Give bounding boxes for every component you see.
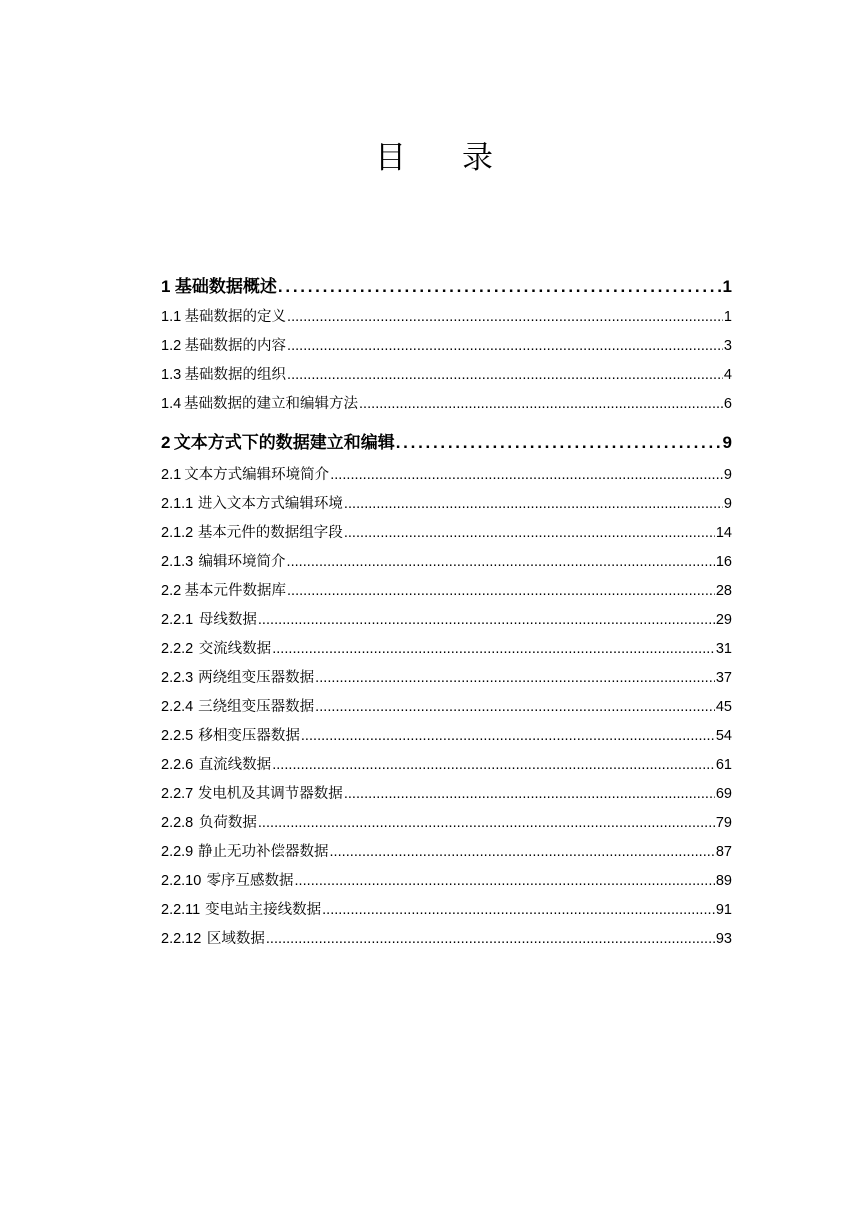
toc-entry-page: 16: [715, 554, 732, 570]
toc-entry-title: 编辑环境简介: [198, 554, 286, 570]
toc-entry[interactable]: [161, 838, 732, 867]
toc-leader-dots: [258, 809, 715, 838]
toc-entry[interactable]: [161, 519, 732, 548]
toc-entry-title: 三绕组变压器数据: [198, 699, 315, 715]
toc-entry-title: 发电机及其调节器数据: [197, 786, 343, 802]
toc-entry-title: 基础数据的建立和编辑方法: [183, 396, 358, 412]
toc-entry[interactable]: [161, 332, 732, 361]
toc-entry-number: 2.1.3: [161, 554, 194, 570]
toc-entry-number: 2.2.4: [161, 699, 194, 715]
toc-entry[interactable]: [161, 635, 732, 664]
toc-entry-title: 直流线数据: [198, 757, 272, 773]
toc-entry-number: 2.2.8: [161, 815, 194, 831]
toc-entry-title: 文本方式下的数据建立和编辑: [173, 433, 395, 453]
toc-entry-title: 两绕组变压器数据: [198, 670, 315, 686]
toc-leader-dots: [359, 390, 723, 419]
toc-entry-number: 2.2.2: [161, 641, 194, 657]
toc-leader-dots: [287, 303, 723, 332]
toc-entry-page: 9: [723, 496, 732, 512]
toc-entry-page: 1: [722, 277, 732, 296]
toc-entry-page: 31: [715, 641, 732, 657]
toc-entry-title: 区域数据: [206, 931, 265, 947]
toc-leader-dots: [287, 548, 715, 577]
toc-entry-page: 29: [715, 612, 732, 628]
toc-entry-title: 变电站主接线数据: [205, 902, 322, 918]
toc-entry-title: 负荷数据: [198, 815, 257, 831]
toc-entry-page: 54: [715, 728, 732, 744]
toc-leader-dots: [287, 332, 723, 361]
table-of-contents: [161, 270, 732, 954]
toc-leader-dots: [295, 867, 715, 896]
toc-entry[interactable]: [161, 809, 732, 838]
toc-entry-number: 2.2.12: [161, 931, 202, 947]
toc-entry[interactable]: [161, 390, 732, 419]
toc-entry[interactable]: [161, 361, 732, 390]
toc-entry-page: 4: [723, 367, 732, 383]
toc-leader-dots: [287, 577, 715, 606]
toc-entry-number: 2.2.11: [161, 902, 201, 918]
toc-entry[interactable]: [161, 577, 732, 606]
toc-entry-title: 基础数据的内容: [184, 338, 287, 354]
toc-entry-number: 2.1.2: [161, 525, 194, 541]
toc-entry-title: 母线数据: [198, 612, 257, 628]
toc-entry[interactable]: [161, 722, 732, 751]
toc-entry-page: 45: [715, 699, 732, 715]
toc-entry-title: 移相变压器数据: [198, 728, 300, 744]
toc-entry-number: 2.2.5: [161, 728, 194, 744]
toc-entry[interactable]: [161, 780, 732, 809]
toc-entry-page: 69: [715, 786, 732, 802]
toc-entry-page: 79: [715, 815, 732, 831]
toc-entry-page: 87: [715, 844, 732, 860]
toc-leader-dots: [258, 606, 715, 635]
toc-entry-number: 2.2.10: [161, 873, 202, 889]
toc-entry[interactable]: [161, 925, 732, 954]
toc-entry[interactable]: [161, 548, 732, 577]
toc-leader-dots: [396, 425, 722, 461]
title-char-2: 录: [462, 140, 493, 176]
toc-entry-page: 91: [715, 902, 732, 918]
page-title: [0, 132, 868, 177]
toc-entry-number: 2.2: [161, 583, 182, 599]
toc-entry-title: 基本元件数据库: [184, 583, 286, 599]
toc-entry-page: 37: [715, 670, 732, 686]
toc-entry[interactable]: [161, 693, 732, 722]
toc-entry-page: 9: [723, 467, 732, 483]
toc-entry-title: 文本方式编辑环境简介: [184, 467, 330, 483]
toc-entry-number: 2: [161, 433, 171, 452]
toc-entry-number: 1: [161, 277, 171, 296]
toc-entry-number: 1.1: [161, 309, 182, 325]
toc-entry-number: 2.2.9: [161, 844, 194, 860]
toc-entry[interactable]: [161, 303, 732, 332]
toc-entry[interactable]: [161, 490, 732, 519]
title-char-1: 目: [375, 140, 406, 176]
toc-leader-dots: [330, 461, 723, 490]
toc-leader-dots: [344, 780, 715, 809]
toc-leader-dots: [278, 270, 722, 303]
toc-entry[interactable]: [161, 664, 732, 693]
toc-entry-number: 2.2.6: [161, 757, 194, 773]
toc-entry-page: 9: [722, 433, 732, 452]
toc-entry-page: 3: [723, 338, 732, 354]
toc-entry-page: 28: [715, 583, 732, 599]
toc-leader-dots: [266, 925, 715, 954]
toc-leader-dots: [272, 751, 715, 780]
toc-entry-page: 89: [715, 873, 732, 889]
toc-entry-number: 2.2.1: [161, 612, 194, 628]
toc-entry[interactable]: [161, 425, 732, 461]
toc-entry[interactable]: [161, 270, 732, 303]
toc-entry-title: 基础数据概述: [174, 277, 277, 297]
toc-entry-page: 93: [715, 931, 732, 947]
toc-entry-title: 基础数据的定义: [184, 309, 287, 325]
toc-entry-title: 静止无功补偿器数据: [197, 844, 329, 860]
toc-entry[interactable]: [161, 896, 732, 925]
toc-leader-dots: [344, 519, 715, 548]
toc-entry-page: 6: [723, 396, 732, 412]
toc-leader-dots: [315, 664, 715, 693]
toc-entry[interactable]: [161, 867, 732, 896]
toc-leader-dots: [315, 693, 715, 722]
toc-entry[interactable]: [161, 461, 732, 490]
toc-entry-page: 14: [715, 525, 732, 541]
toc-leader-dots: [301, 722, 715, 751]
toc-entry-number: 2.2.7: [161, 786, 194, 802]
toc-entry-number: 2.1: [161, 467, 182, 483]
toc-entry-number: 2.2.3: [161, 670, 194, 686]
toc-entry-title: 基础数据的组织: [184, 367, 287, 383]
toc-entry[interactable]: [161, 751, 732, 780]
toc-entry-title: 进入文本方式编辑环境: [197, 496, 343, 512]
toc-entry-title: 零序互感数据: [206, 873, 294, 889]
toc-leader-dots: [287, 361, 723, 390]
toc-leader-dots: [272, 635, 715, 664]
toc-leader-dots: [329, 838, 714, 867]
toc-entry-number: 1.4: [161, 396, 182, 412]
toc-entry-number: 1.2: [161, 338, 182, 354]
toc-entry[interactable]: [161, 606, 732, 635]
toc-entry-title: 交流线数据: [198, 641, 272, 657]
toc-entry-page: 61: [715, 757, 732, 773]
toc-entry-title: 基本元件的数据组字段: [197, 525, 343, 541]
toc-entry-number: 2.1.1: [161, 496, 194, 512]
toc-entry-number: 1.3: [161, 367, 182, 383]
toc-leader-dots: [322, 896, 715, 925]
toc-leader-dots: [344, 490, 723, 519]
toc-entry-page: 1: [723, 309, 732, 325]
